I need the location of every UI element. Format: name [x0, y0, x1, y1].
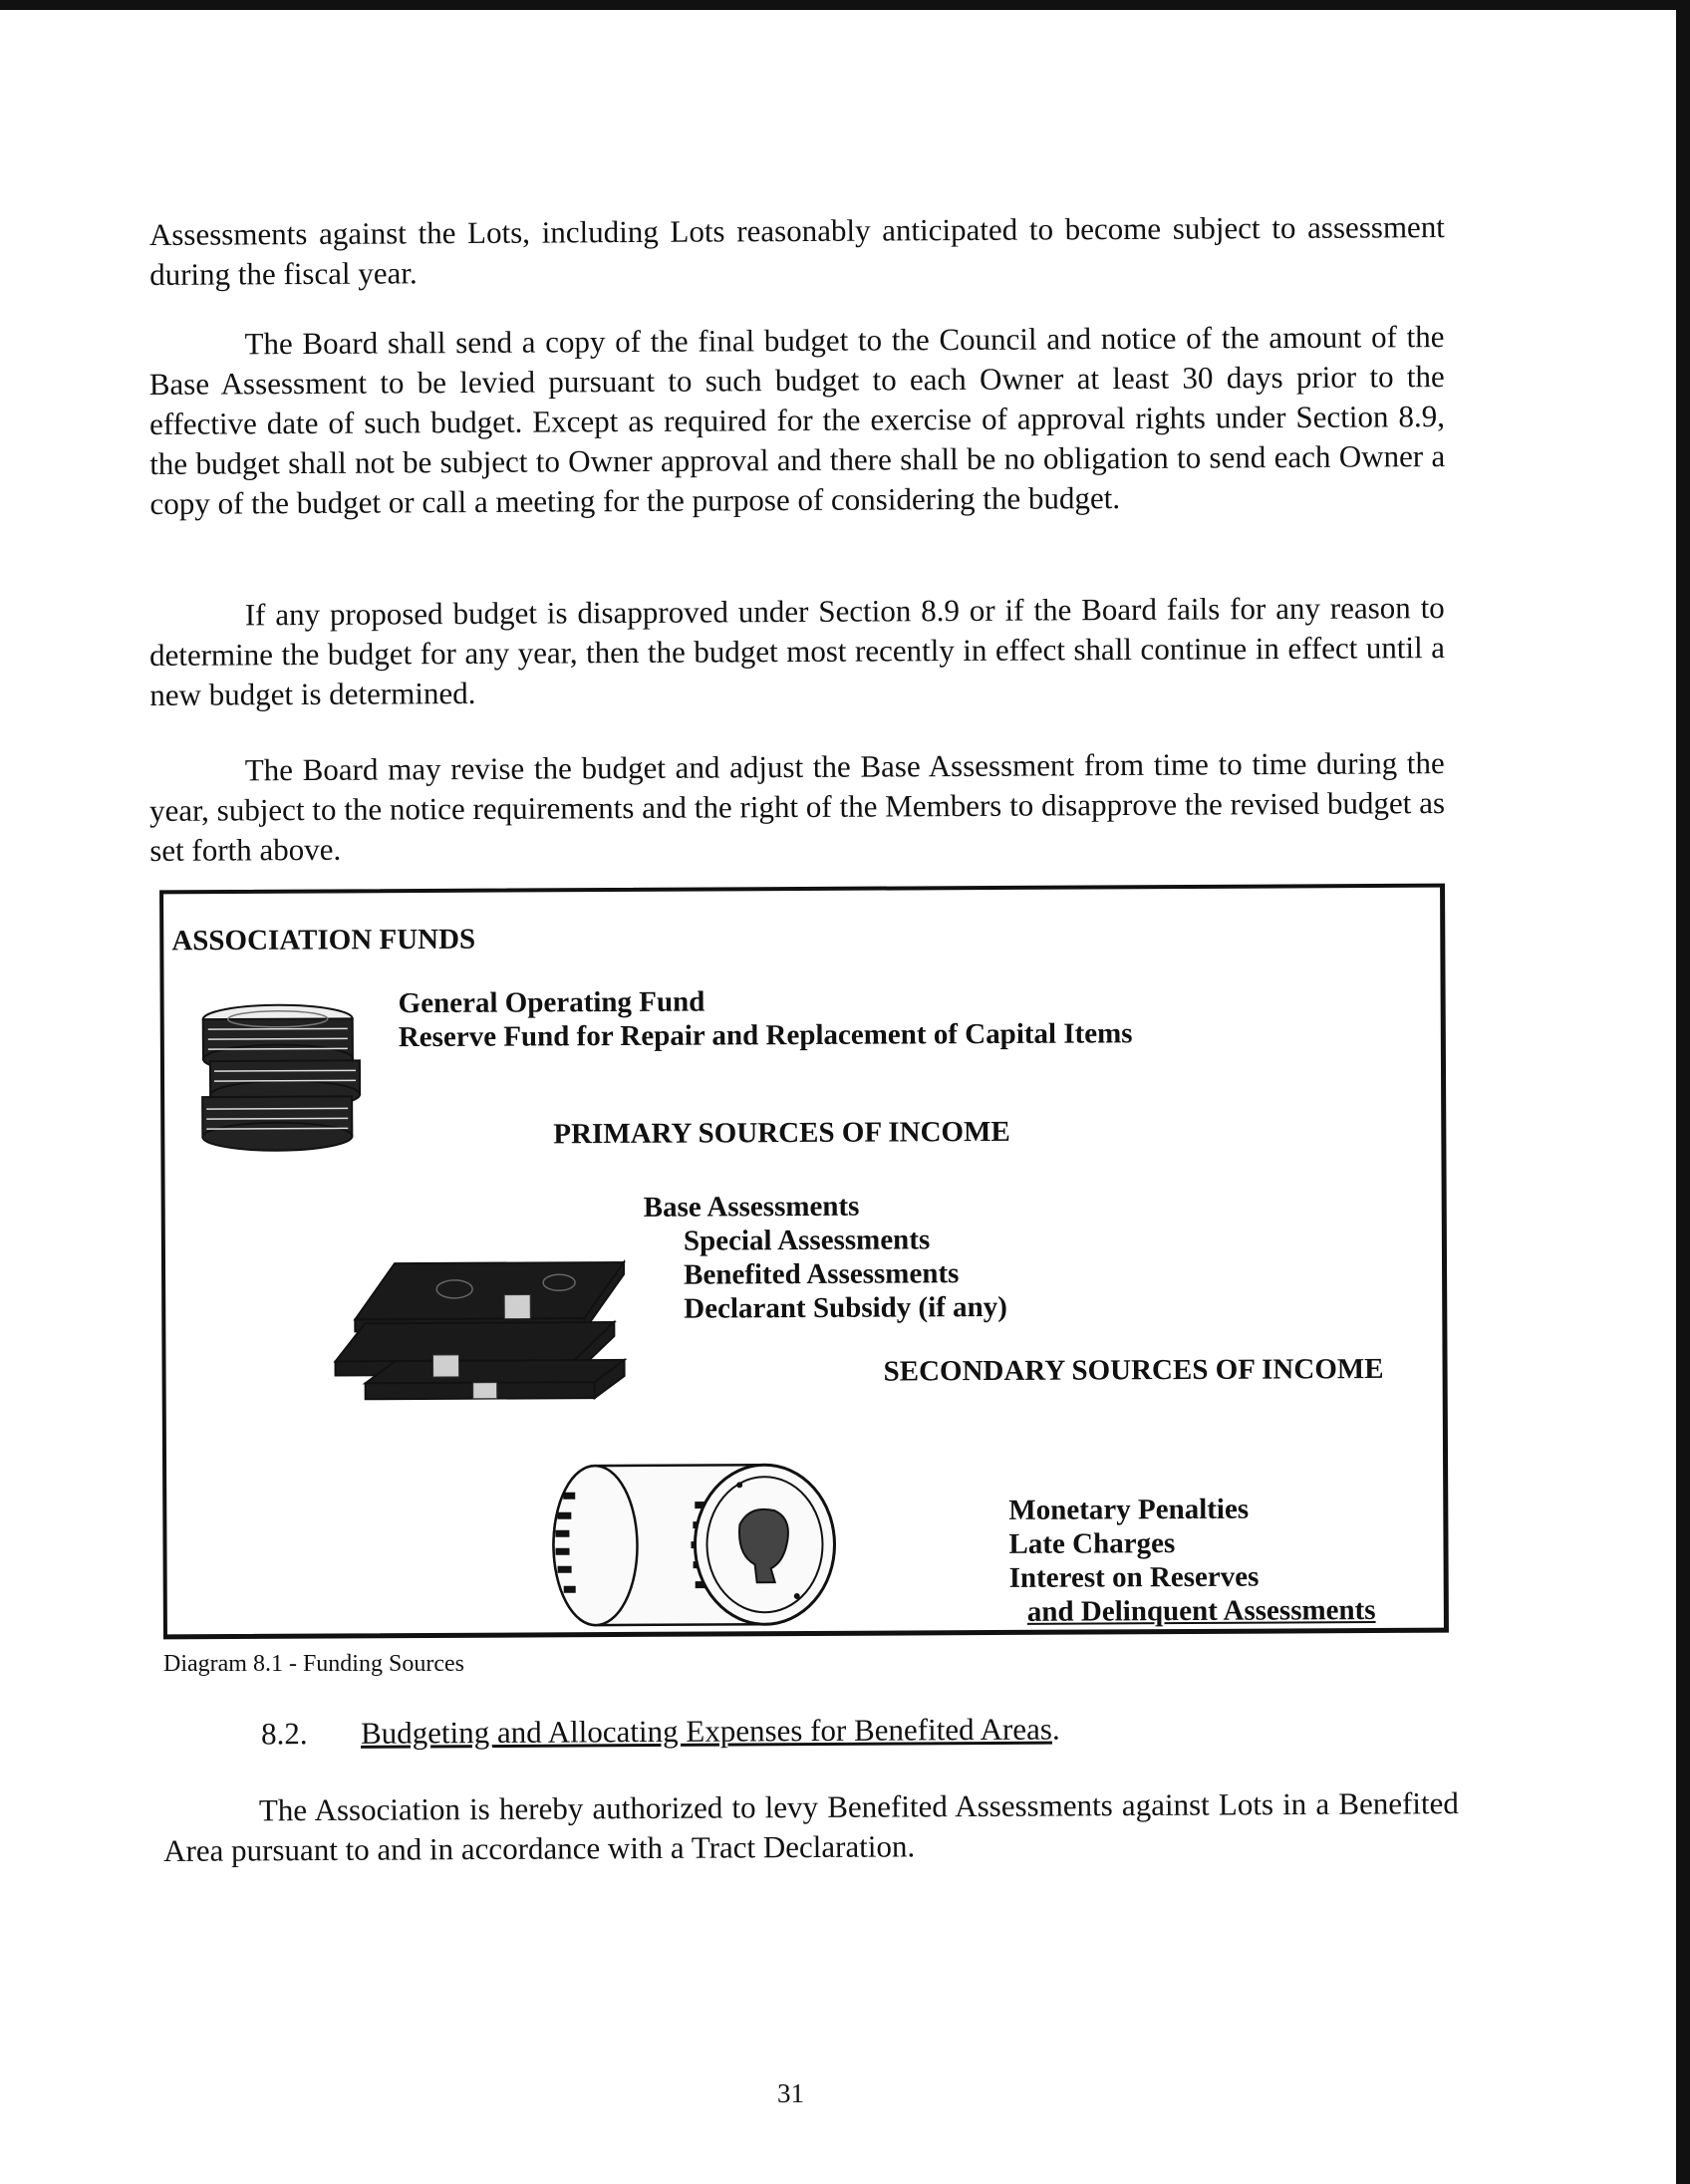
scan-right-edge [1676, 0, 1690, 2184]
cash-stack-icon [325, 1242, 655, 1404]
page-number: 31 [777, 2078, 804, 2108]
secondary-income-item: Late Charges [1008, 1527, 1176, 1560]
funds-list [399, 982, 1133, 1054]
primary-income-item: Benefited Assessments [683, 1257, 960, 1291]
secondary-income-item: Monetary Penalties [1008, 1493, 1250, 1526]
primary-income-list [644, 1189, 1007, 1326]
body-paragraph-1: Assessments against the Lots, including Lots reasonably anticipated to become subject to assessment during the fiscal year. [148, 209, 1445, 292]
primary-income-item: Base Assessments [643, 1190, 860, 1224]
scan-top-edge [0, 0, 1690, 10]
body-paragraph-3: If any proposed budget is disapproved under Section 8.9 or if the Board fails for any reason to determine the budget for any year, then the budget most recently in effect shall continue in effect until a new budget is determined. [148, 590, 1446, 712]
body-paragraph-4: The Board may revise the budget and adjust the Base Assessment from time to time during the year, subject to the notice requirements and the right of the Members to disapprove the revised budget as set forth above. [148, 745, 1446, 868]
secondary-income-item: Interest on Reserves [1008, 1560, 1260, 1594]
section-title: Budgeting and Allocating Expenses for Benefited Areas [360, 1711, 1052, 1751]
coin-stack-icon [188, 998, 369, 1159]
secondary-income-heading: SECONDARY SOURCES OF INCOME [883, 1352, 1384, 1388]
primary-income-item: Special Assessments [683, 1224, 931, 1257]
body-paragraph-5: The Association is hereby authorized to levy Benefited Assessments against Lots in a Benefited Area pursuant to and in accordance with a Tract Declaration. [163, 1785, 1459, 1868]
diagram-title: ASSOCIATION FUNDS [171, 923, 476, 957]
section-number: 8.2. [260, 1716, 308, 1752]
fund-item: Reserve Fund for Repair and Replacement of Capital Items [398, 1017, 1133, 1054]
body-paragraph-2: The Board shall send a copy of the final budget to the Council and notice of the amount of the Base Assessment to be levied pursuant to such budget to each Owner at least 30 days prior to the effective date of such budget. Except as required for the exercise of approval rights under Section 8.9, the budget shall not be subject to Owner approval and there shall be no obligation to send each Owner a copy of the budget or call a meeting for the purpose of considering the budget. [148, 319, 1446, 521]
coin-roll-icon [535, 1445, 855, 1636]
primary-income-item: Declarant Subsidy (if any) [684, 1290, 1007, 1325]
section-title-period: . [1051, 1711, 1060, 1747]
secondary-income-list [1008, 1492, 1375, 1629]
secondary-income-item: and Delinquent Assessments [1026, 1594, 1376, 1628]
fund-item: General Operating Fund [398, 985, 705, 1020]
diagram-caption: Diagram 8.1 - Funding Sources [163, 1651, 464, 1677]
primary-income-heading: PRIMARY SOURCES OF INCOME [553, 1115, 1010, 1151]
funding-sources-diagram [159, 884, 1449, 1640]
section-heading [261, 1710, 1060, 1755]
